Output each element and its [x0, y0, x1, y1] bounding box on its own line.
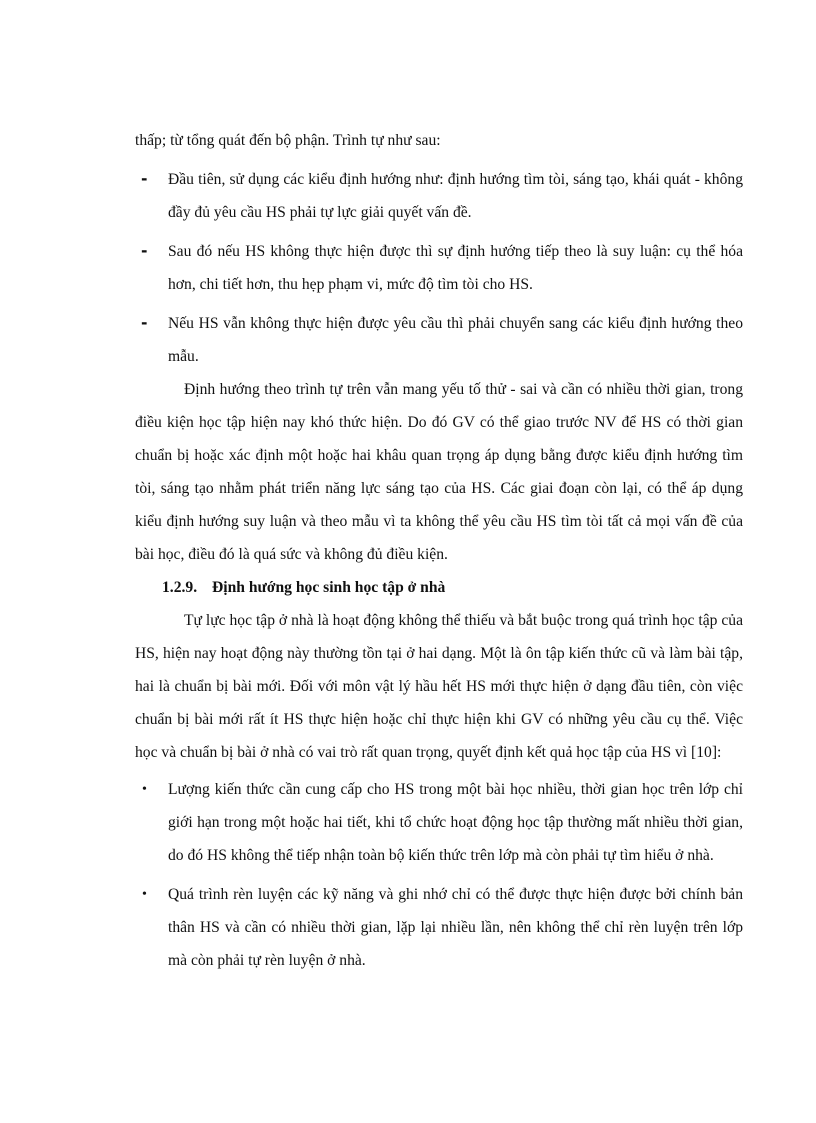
dash-marker: -: [141, 314, 148, 332]
paragraph: Tự lực học tập ở nhà là hoạt động không thể thiếu và bắt buộc trong quá trình học tập của HS, hiện nay hoạt động này thường tồn tại ở hai dạng. Một là ôn tập kiến thức cũ và làm bài tập, hai là chuẩn bị bài mới. Đối với môn vật lý hầu hết HS mới thực hiện ở dạng đầu tiên, còn việc chuẩn bị bài mới rất ít HS thực hiện hoặc chỉ thực hiện khi GV có những yêu cầu cụ thể. Việc học và chuẩn bị bài ở nhà có vai trò rất quan trọng, quyết định kết quả học tập của HS vì [10]:: [135, 612, 743, 761]
bullet-marker: •: [142, 782, 147, 797]
page-content: [135, 124, 743, 983]
list-item-text: Nếu HS vẫn không thực hiện được yêu cầu thì phải chuyển sang các kiểu định hướng theo mẫu.: [168, 315, 743, 365]
list-item-text: Đầu tiên, sử dụng các kiểu định hướng như: định hướng tìm tòi, sáng tạo, khái quát - không đầy đủ yêu cầu HS phải tự lực giải quyết vấn đề.: [168, 171, 743, 221]
reason-list: [135, 773, 743, 977]
list-item: [135, 163, 743, 229]
step-list: [135, 163, 743, 373]
paragraph: Định hướng theo trình tự trên vẫn mang yếu tố thử - sai và cần có nhiều thời gian, trong điều kiện học tập hiện nay khó thức hiện. Do đó GV có thể giao trước NV để HS có thời gian chuẩn bị hoặc xác định một hoặc hai khâu quan trọng áp dụng bằng được kiểu định hướng tìm tòi, sáng tạo nhằm phát triển năng lực sáng tạo của HS. Các giai đoạn còn lại, có thể áp dụng kiểu định hướng suy luận và theo mẫu vì ta không thể yêu cầu HS tìm tòi tất cả mọi vấn đề của bài học, điều đó là quá sức và không đủ điều kiện.: [135, 381, 743, 563]
list-item-text: Quá trình rèn luyện các kỹ năng và ghi nhớ chỉ có thể được thực hiện được bởi chính bản thân HS và cần có nhiều thời gian, lặp lại nhiều lần, nên không thể chỉ rèn luyện trên lớp mà còn phải tự rèn luyện ở nhà.: [168, 886, 743, 969]
section-number: 1.2.9.: [162, 579, 198, 596]
intro-line: thấp; từ tổng quát đến bộ phận. Trình tự như sau:: [135, 132, 441, 149]
list-item: [135, 773, 743, 872]
section-title: Định hướng học sinh học tập ở nhà: [212, 579, 446, 596]
list-item-text: Lượng kiến thức cần cung cấp cho HS trong một bài học nhiều, thời gian học trên lớp chỉ giới hạn trong một hoặc hai tiết, khi tổ chức hoạt động học tập thường mất nhiều thời gian, do đó HS không thể tiếp nhận toàn bộ kiến thức trên lớp mà còn phải tự tìm hiểu ở nhà.: [168, 781, 743, 864]
list-item: [135, 235, 743, 301]
list-item-text: Sau đó nếu HS không thực hiện được thì sự định hướng tiếp theo là suy luận: cụ thể hóa hơn, chi tiết hơn, thu hẹp phạm vi, mức độ tìm tòi cho HS.: [168, 243, 743, 293]
list-item: [135, 878, 743, 977]
bullet-marker: •: [142, 887, 147, 902]
dash-marker: -: [141, 242, 148, 260]
dash-marker: -: [141, 170, 148, 188]
list-item: [135, 307, 743, 373]
section-heading: [135, 571, 743, 604]
